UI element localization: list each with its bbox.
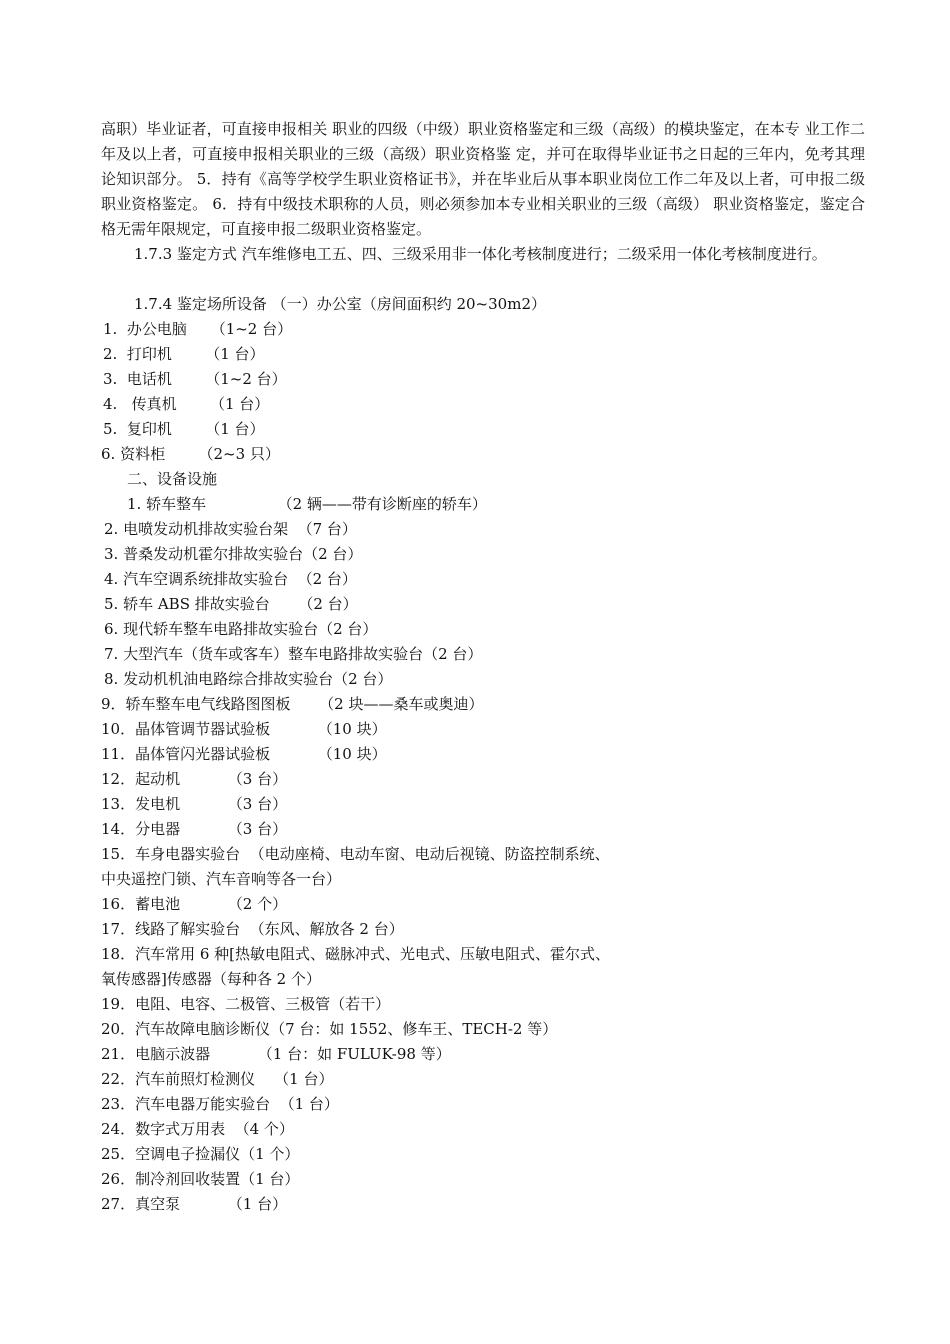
- equipment-item: 27．真空泵 （1 台）: [101, 1195, 288, 1213]
- equipment-item-continuation: 中央遥控门锁、汽车音响等各一台）: [101, 870, 342, 888]
- equipment-item: 12．起动机 （3 台）: [101, 770, 288, 788]
- equipment-item: 20．汽车故障电脑诊断仪（7 台：如 1552、修车王、TECH-2 等）: [101, 1020, 558, 1038]
- equipment-item: 16．蓄电池 （2 个）: [101, 895, 288, 913]
- equipment-item: 18．汽车常用 6 种[热敏电阻式、磁脉冲式、光电式、压敏电阻式、霍尔式、: [101, 945, 611, 963]
- equipment-item: 2. 电喷发动机排故实验台架 （7 台）: [104, 520, 357, 538]
- equipment-item: 3. 普桑发动机霍尔排故实验台（2 台）: [104, 545, 363, 563]
- equipment-item: 25．空调电子捡漏仪（1 个）: [101, 1145, 300, 1163]
- equipment-item: 5. 轿车 ABS 排故实验台 （2 台）: [104, 595, 358, 613]
- equipment-item: 17．线路了解实验台 （东风、解放各 2 台）: [101, 920, 404, 938]
- section-1-7-4-heading: 1.7.4 鉴定场所设备 （一）办公室（房间面积约 20~30m2）: [134, 295, 546, 313]
- equipment-item: 15．车身电器实验台 （电动座椅、电动车窗、电动后视镜、防盗控制系统、: [101, 845, 610, 863]
- equipment-item: 7. 大型汽车（货车或客车）整车电路排故实验台（2 台）: [104, 645, 483, 663]
- intro-paragraph: 高职）毕业证者，可直接申报相关 职业的四级（中级）职业资格鉴定和三级（高级）的模块鉴定，在本专 业工作二年及以上者，可直接申报相关职业的三级（高级）职业资格鉴 定，并可在取得毕业证书之日起的三年内，免考其理论知识部分。 5．持有《高等学校学生职业资格证书》，并在毕业后从事本职业岗位工作二年及以上者，可申报二级职业资格鉴定。 6．持有中级技术职称的人员，则必须参加本专业相关职业的三级（高级） 职业资格鉴定，鉴定合格无需年限规定，可直接申报二级职业资格鉴定。: [101, 120, 865, 238]
- equipment-item: 26．制冷剂回收装置（1 台）: [101, 1170, 300, 1188]
- equipment-item: 11．晶体管闪光器试验板 （10 块）: [101, 745, 387, 763]
- equipment-item: 8. 发动机机油电路综合排故实验台（2 台）: [104, 670, 393, 688]
- office-item: 2. 打印机 （1 台）: [103, 345, 265, 363]
- equipment-item: 1. 轿车整车 （2 辆——带有诊断座的轿车）: [127, 495, 487, 513]
- equipment-item: 4. 汽车空调系统排故实验台 （2 台）: [104, 570, 357, 588]
- equipment-item: 21．电脑示波器 （1 台：如 FULUK-98 等）: [101, 1045, 451, 1063]
- equipment-item: 24．数字式万用表 （4 个）: [101, 1120, 294, 1138]
- equipment-item: 19．电阻、电容、二极管、三极管（若干）: [101, 995, 391, 1013]
- equipment-item: 10．晶体管调节器试验板 （10 块）: [101, 720, 387, 738]
- equipment-item: 13．发电机 （3 台）: [101, 795, 288, 813]
- equipment-heading: 二、设备设施: [127, 470, 218, 488]
- equipment-item: 6. 现代轿车整车电路排故实验台（2 台）: [104, 620, 378, 638]
- equipment-item: 23．汽车电器万能实验台 （1 台）: [101, 1095, 339, 1113]
- office-item: 4. 传真机 （1 台）: [103, 395, 270, 413]
- section-1-7-3-paragraph: 1.7.3 鉴定方式 汽车维修电工五、四、三级采用非一体化考核制度进行；二级采用一体化考核制度进行。: [134, 245, 827, 263]
- office-item: 6. 资料柜 （2~3 只）: [101, 445, 280, 463]
- equipment-item: 22．汽车前照灯检测仪 （1 台）: [101, 1070, 334, 1088]
- office-item: 5. 复印机 （1 台）: [103, 420, 265, 438]
- office-item: 1. 办公电脑 （1~2 台）: [103, 320, 293, 338]
- equipment-item-continuation: 氧传感器]传感器（每种各 2 个）: [101, 970, 321, 988]
- equipment-item: 14．分电器 （3 台）: [101, 820, 288, 838]
- equipment-item: 9．轿车整车电气线路图图板 （2 块——桑车或奥迪）: [101, 695, 484, 713]
- office-item: 3. 电话机 （1~2 台）: [103, 370, 287, 388]
